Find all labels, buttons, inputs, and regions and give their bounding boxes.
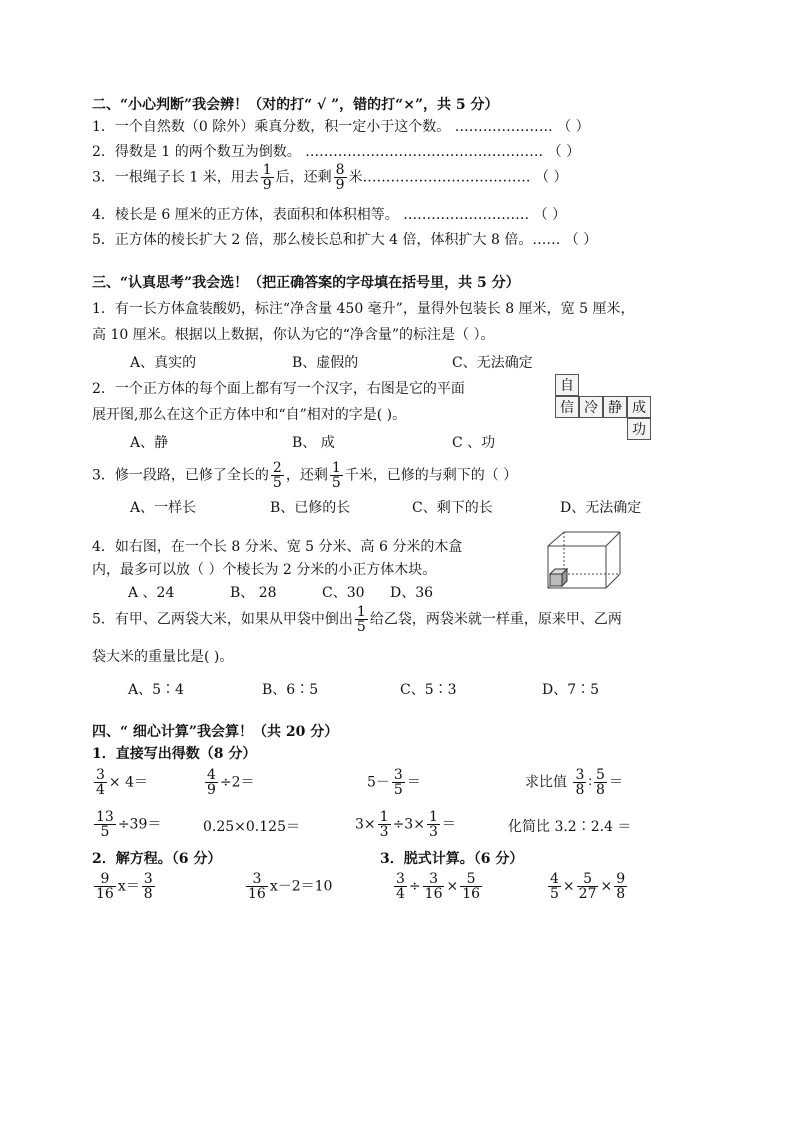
calc-13-5-div-39: $\frac{13}{5}$ ÷39＝ <box>96 809 162 840</box>
s3-q4-option-a: A 、24 <box>128 585 175 601</box>
equation-1: $\frac{9}{16}$ x＝ $\frac{3}{8}$ <box>96 871 153 902</box>
s3-question-2-line1: 2．一个正方体的每个面上都有写一个汉字，右图是它的平面 <box>92 381 465 397</box>
s3-q4-option-b: B、 28 <box>230 585 277 601</box>
s2-question-3: 3．一根绳子长 1 米，用去 $\frac{1}{9}$ 后，还剩 $\frac{8}{9}$ 米……………………………… （ ） <box>92 162 568 193</box>
fraction-1-9: $\frac{1}{9}$ <box>262 162 272 193</box>
s3-q3-option-c: C、剩下的长 <box>412 500 493 516</box>
s3-question-2-line2: 展开图,那么在这个正方体中和“自”相对的字是( )。 <box>92 407 407 423</box>
section-4-title: 四、“ 细心计算”我会算！（共 20 分） <box>92 724 339 740</box>
calc-3-4-times-4: $\frac{3}{4}$ × 4＝ <box>96 767 149 798</box>
net-cell: 成 <box>627 396 651 418</box>
net-cell: 静 <box>603 396 627 418</box>
fraction-1-5-b: $\frac{1}{5}$ <box>356 604 366 635</box>
step-calc-2: $\frac{4}{5}$ × $\frac{5}{27}$ × $\frac{9}{8}$ <box>550 871 626 902</box>
step-calc-1: $\frac{3}{4}$ ÷ $\frac{3}{16}$ × $\frac{5}{16}$ <box>396 871 481 902</box>
net-cell: 自 <box>555 374 579 396</box>
net-cell: 冷 <box>579 396 603 418</box>
net-cell: 功 <box>627 418 651 440</box>
s3-question-5-line1: 5．有甲、乙两袋大米，如果从甲袋中倒出 $\frac{1}{5}$ 给乙袋，两袋米就一样重，原来甲、乙两 <box>92 604 622 635</box>
s3-q5-option-d: D、7∶5 <box>542 682 600 698</box>
s3-q5-option-c: C、5∶3 <box>400 682 457 698</box>
calc-4-9-div-2: $\frac{4}{9}$ ÷2＝ <box>207 767 255 798</box>
fraction-1-5: $\frac{1}{5}$ <box>331 460 341 491</box>
s2-question-2: 2．得数是 1 的两个数互为倒数。 …………………………………………… （ ） <box>92 144 581 160</box>
calc-decimal-product: 0.25×0.125＝ <box>203 819 300 835</box>
s3-question-3: 3．修一段路，已修了全长的 $\frac{2}{5}$ ，还剩 $\frac{1}{5}$ 千米，已修的与剩下的（ ） <box>92 460 518 491</box>
s3-q5-option-a: A、5∶4 <box>128 682 184 698</box>
calc-ratio-3-8-5-8: 求比值 $\frac{3}{8}$ ∶ $\frac{5}{8}$ ＝ <box>525 767 623 798</box>
s3-question-4-line2: 内，最多可以放（ ）个棱长为 2 分米的小正方体木块。 <box>92 562 437 578</box>
calc-3x1-3-div-3x1-3: 3× $\frac{1}{3}$ ÷3× $\frac{1}{3}$ ＝ <box>355 809 456 840</box>
s3-question-4-line1: 4．如右图，在一个长 8 分米、宽 5 分米、高 6 分米的木盒 <box>92 539 463 555</box>
s3-q2-option-c: C 、功 <box>452 435 496 451</box>
s4-sub-1: 1．直接写出得数（8 分） <box>92 746 257 762</box>
calc-5-minus-3-5: 5－ $\frac{3}{5}$ ＝ <box>367 767 421 798</box>
section-2-title: 二、“小心判断”我会辨！（对的打“ √ ”，错的打“×”，共 5 分） <box>92 97 499 113</box>
net-cell: 信 <box>555 396 579 418</box>
s3-q4-option-c: C、30 <box>322 585 365 601</box>
section-3-title: 三、“认真思考”我会选！（把正确答案的字母填在括号里，共 5 分） <box>92 275 520 291</box>
s3-q2-option-b: B、 成 <box>292 435 335 451</box>
s3-q1-option-a: A、真实的 <box>130 355 197 371</box>
s3-question-5-line2: 袋大米的重量比是( )。 <box>92 649 234 665</box>
fraction-8-9: $\frac{8}{9}$ <box>335 162 345 193</box>
equation-2: $\frac{3}{16}$ x－2＝10 <box>248 871 333 902</box>
s3-q3-option-a: A、一样长 <box>130 500 197 516</box>
fraction-2-5: $\frac{2}{5}$ <box>272 460 282 491</box>
s2-question-4: 4．棱长是 6 厘米的正方体，表面积和体积相等。 ……………………… （ ） <box>92 207 567 223</box>
s3-q1-option-b: B、虚假的 <box>292 355 359 371</box>
s3-q2-option-a: A、静 <box>130 435 169 451</box>
s3-q5-option-b: B、6∶5 <box>262 682 319 698</box>
calc-simplify-ratio: 化简比 3.2∶2.4 ＝ <box>508 819 632 835</box>
s2-question-5: 5．正方体的棱长扩大 2 倍，那么棱长总和扩大 4 倍，体积扩大 8 倍。…… （ ） <box>92 232 598 248</box>
s3-q4-option-d: D、36 <box>390 585 434 601</box>
s3-q3-option-d: D、无法确定 <box>560 500 642 516</box>
s3-q1-option-c: C、无法确定 <box>452 355 533 371</box>
s4-sub-2: 2．解方程。（6 分） <box>92 851 222 867</box>
s3-question-1-line2: 高 10 厘米。根据以上数据，你认为它的“净含量”的标注是（ ）。 <box>92 327 495 343</box>
s2-question-1: 1．一个自然数（0 除外）乘真分数，积一定小于这个数。 ………………… （ ） <box>92 119 590 135</box>
s4-sub-3: 3．脱式计算。（6 分） <box>380 851 524 867</box>
wooden-box-diagram <box>544 528 624 592</box>
s3-q3-option-b: B、已修的长 <box>270 500 351 516</box>
s3-question-1-line1: 1．有一长方体盒装酸奶，标注“净含量 450 毫升”，量得外包装长 8 厘米，宽 5 厘米， <box>92 301 635 317</box>
